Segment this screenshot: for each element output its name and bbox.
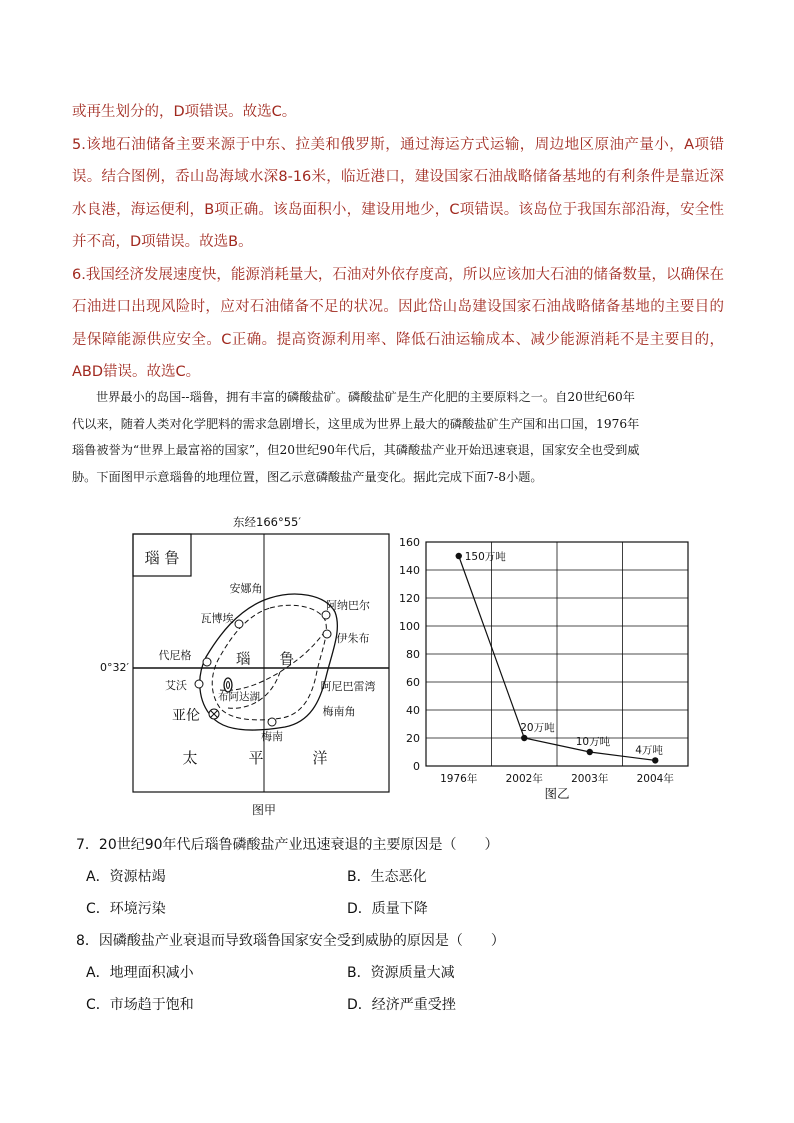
ocean-char: 洋 (312, 749, 328, 767)
y-tick-label: 120 (399, 592, 420, 605)
question-8-stem: 8．因磷酸盐产业衰退而导致瑙鲁国家安全受到威胁的原因是（ ） (76, 933, 505, 949)
data-label: 150万吨 (464, 551, 506, 563)
place-yaren: 亚伦 (172, 708, 200, 724)
q7-option-d[interactable]: D．质量下降 (347, 901, 428, 917)
marker-anna (235, 620, 243, 628)
x-tick-label: 2003年 (571, 773, 609, 785)
answer-q5: 5.该地石油储备主要来源于中东、拉美和俄罗斯，通过海运方式运输，周边地区原油产量小，A项错误。结合图例，岙山岛海域水深8-16米，临近港口，建设国家石油战略储备基地的有利条件是靠近深水良港，海运便利，B项正确。该岛面积小，建设用地少，C项错误。该岛位于我国东部沿海，安全性并不高，D项错误。故选B。 (72, 136, 724, 250)
question-7-stem: 7．20世纪90年代后瑙鲁磷酸盐产业迅速衰退的主要原因是（ ） (76, 837, 499, 853)
q8-option-d[interactable]: D．经济严重受挫 (347, 997, 456, 1013)
ocean-char: 平 (248, 749, 264, 767)
phosphate-output-chart (396, 530, 706, 810)
passage-line: 代以来，随着人类对化学肥料的需求急剧增长，这里成为世界上最大的磷酸盐矿生产国和出口国，1976年 (72, 416, 640, 431)
place-denigomodu: 代尼格 (158, 649, 192, 662)
longitude-label: 东经166°55′ (233, 515, 301, 529)
x-tick-label: 1976年 (440, 773, 478, 785)
y-tick-label: 60 (406, 676, 420, 689)
data-point (456, 553, 462, 559)
ocean-char: 太 (182, 749, 198, 767)
marker-ewa (195, 680, 203, 688)
y-tick-label: 0 (413, 760, 420, 773)
q7-option-a[interactable]: A．资源枯竭 (86, 869, 166, 885)
x-tick-label: 2004年 (636, 773, 674, 785)
y-tick-label: 100 (399, 620, 420, 633)
place-ewa: 艾沃 (165, 679, 187, 692)
island-name: 瑙 鲁 (236, 652, 294, 668)
marker-denigomodu (203, 658, 211, 666)
marker-ijuw (323, 630, 331, 638)
data-point (652, 757, 658, 763)
answer-explanations (72, 96, 724, 389)
q7-option-c[interactable]: C．环境污染 (86, 901, 166, 917)
q7-option-b[interactable]: B．生态恶化 (347, 869, 427, 885)
chart-caption: 图乙 (544, 786, 570, 801)
answer-line-continuation: 或再生划分的，D项错误。故选C。 (72, 104, 297, 120)
nauru-map (100, 512, 400, 822)
data-label: 10万吨 (575, 736, 611, 748)
marker-anabar (322, 611, 330, 619)
x-tick-label: 2002年 (505, 773, 543, 785)
y-tick-label: 40 (406, 704, 420, 717)
y-tick-label: 20 (406, 732, 420, 745)
reading-passage (72, 384, 724, 490)
place-anibare: 阿尼巴雷湾 (320, 680, 376, 693)
place-anabar: 阿纳巴尔 (326, 599, 370, 612)
passage-line: 瑙鲁被誉为“世界上最富裕的国家”，但20世纪90年代后，其磷酸盐产业开始迅速衰退，国家安全也受到威 (72, 443, 640, 457)
place-meneng: 梅南 (261, 730, 283, 743)
chart-marks (456, 550, 664, 764)
latitude-label: 0°32′ (100, 661, 129, 674)
data-label: 20万吨 (520, 722, 555, 734)
data-point (521, 735, 527, 741)
passage-line: 世界最小的岛国--瑙鲁，拥有丰富的磷酸盐矿。磷酸盐矿是生产化肥的主要原料之一。自20世纪60年 (96, 390, 635, 404)
place-uaboe: 瓦博埃 (200, 612, 234, 625)
marker-meneng (268, 718, 276, 726)
y-tick-label: 140 (399, 564, 420, 577)
place-buada: 布阿达湖 (218, 691, 260, 703)
y-tick-label: 160 (399, 536, 420, 549)
buada-lagoon (224, 678, 232, 692)
answer-q6: 6.我国经济发展速度快，能源消耗量大，石油对外依存度高，所以应该加大石油的储备数量，以确保在石油进口出现风险时，应对石油储备不足的状况。因此岱山岛建设国家石油战略储备基地的主要目的是保障能源供应安全。C正确。提高资源利用率、降低石油运输成本、减少能源消耗不是主要目的，ABD错误。故选C。 (72, 266, 724, 380)
map-caption: 图甲 (251, 803, 277, 817)
place-anna: 安娜角 (229, 582, 263, 595)
q8-option-a[interactable]: A．地理面积减小 (86, 965, 194, 981)
data-label: 4万吨 (635, 744, 663, 757)
passage-line: 胁。下面图甲示意瑙鲁的地理位置，图乙示意磷酸盐产量变化。据此完成下面7-8小题。 (72, 469, 543, 484)
q8-option-c[interactable]: C．市场趋于饱和 (86, 997, 194, 1013)
inset-label: 瑙 鲁 (144, 549, 180, 567)
q8-option-b[interactable]: B．资源质量大减 (347, 965, 455, 981)
place-ijuw: 伊朱布 (336, 632, 370, 645)
y-tick-label: 80 (406, 648, 420, 661)
chart-axis (399, 536, 674, 785)
place-meneng-cape: 梅南角 (322, 705, 356, 718)
data-point (587, 749, 593, 755)
